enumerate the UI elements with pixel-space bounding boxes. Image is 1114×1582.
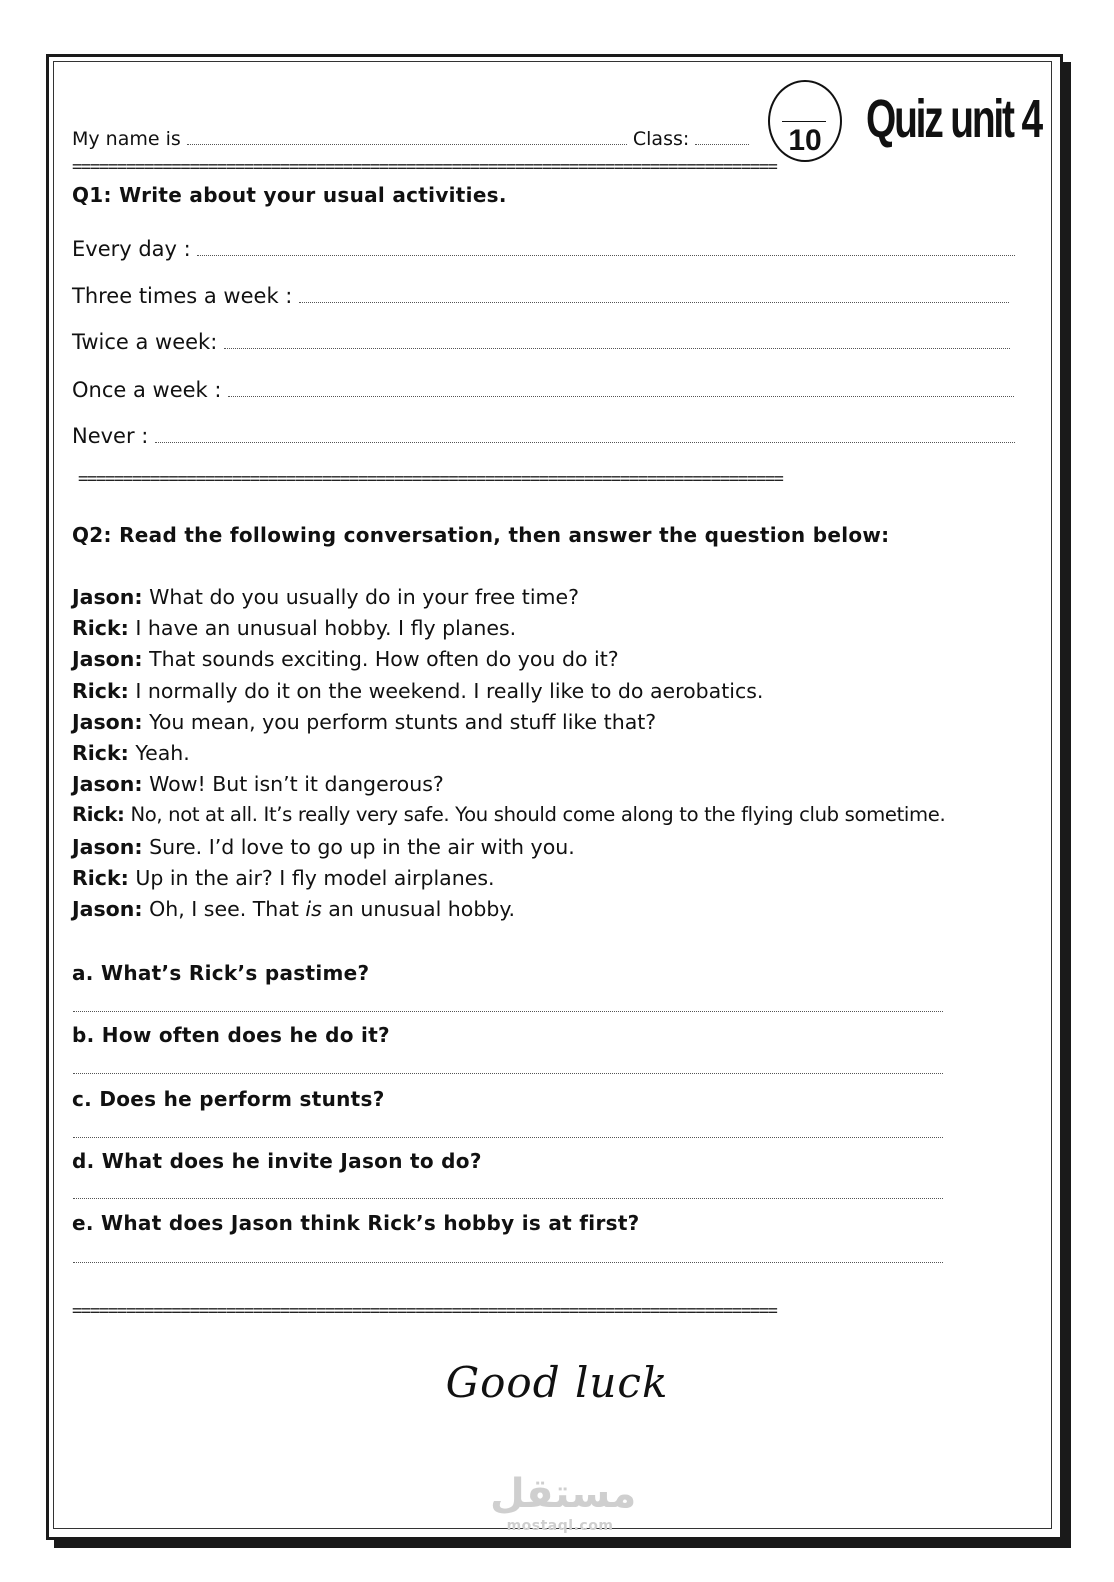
question-b: b. How often does he do it? <box>72 1023 390 1047</box>
q1-answer-field[interactable] <box>155 441 1015 443</box>
q1-answer-field[interactable] <box>299 301 1009 303</box>
answer-line-d[interactable] <box>73 1197 943 1199</box>
dialogue-text: I normally do it on the weekend. I really like to do aerobatics. <box>135 678 764 703</box>
q1-item-twice <box>72 330 1010 354</box>
q1-answer-field[interactable] <box>228 395 1014 397</box>
conversation-line <box>72 616 945 647</box>
dialogue-text: Oh, I see. That <box>149 896 306 921</box>
conversation-line <box>72 647 945 678</box>
speaker-name: Rick: <box>72 803 125 827</box>
q1-item-label: Once a week : <box>72 378 222 402</box>
speaker-name: Rick: <box>72 616 129 641</box>
speaker-name: Jason: <box>72 896 143 921</box>
dialogue-text: No, not at all. It’s really very safe. You should come along to the flying club sometime. <box>130 803 946 827</box>
closing-text: Good luck <box>445 1358 669 1407</box>
question-c: c. Does he perform stunts? <box>72 1087 385 1111</box>
name-label: My name is <box>72 128 181 150</box>
dialogue-text: Up in the air? I fly model airplanes. <box>135 865 495 890</box>
conversation-line <box>72 897 945 928</box>
speaker-name: Jason: <box>72 772 143 797</box>
name-field[interactable] <box>187 143 627 145</box>
conversation-line <box>72 710 945 741</box>
question-d: d. What does he invite Jason to do? <box>72 1149 482 1173</box>
watermark-arabic: مستقل <box>490 1471 637 1517</box>
speaker-name: Jason: <box>72 709 143 734</box>
answer-line-b[interactable] <box>73 1072 943 1074</box>
dialogue-text: What do you usually do in your free time? <box>149 585 579 609</box>
quiz-title: Quiz unit 4 <box>866 89 1041 149</box>
watermark-url: mostaql.com <box>506 1518 614 1534</box>
class-label: Class: <box>632 128 690 150</box>
q1-answer-field[interactable] <box>224 347 1010 349</box>
conversation <box>72 585 945 928</box>
q1-item-every-day <box>72 237 1015 261</box>
dialogue-text: That sounds exciting. How often do you do it? <box>149 647 619 672</box>
separator-top: ============================================================================== <box>72 158 777 176</box>
dialogue-text: an unusual hobby. <box>321 896 516 921</box>
q1-item-label: Twice a week: <box>72 330 218 354</box>
speaker-name: Jason: <box>72 585 143 609</box>
answer-line-c[interactable] <box>73 1136 943 1138</box>
q1-item-three-times <box>72 284 1009 308</box>
name-row <box>72 128 749 150</box>
speaker-name: Jason: <box>72 834 143 859</box>
score-fraction-line <box>782 121 826 122</box>
speaker-name: Rick: <box>72 740 129 765</box>
watermark-logo <box>490 1471 637 1534</box>
speaker-name: Rick: <box>72 865 129 890</box>
q1-item-label: Three times a week : <box>72 284 293 308</box>
separator-q1: ============================================================================== <box>78 470 783 488</box>
q1-item-never <box>72 424 1015 448</box>
dialogue-text: Sure. I’d love to go up in the air with you. <box>149 834 575 859</box>
conversation-line <box>72 803 945 834</box>
question-a: a. What’s Rick’s pastime? <box>72 961 370 985</box>
speaker-name: Rick: <box>72 678 129 703</box>
q1-title: Q1: Write about your usual activities. <box>72 183 507 207</box>
conversation-line <box>72 741 945 772</box>
score-total: 10 <box>788 124 822 157</box>
conversation-line <box>72 835 945 866</box>
dialogue-text: I have an unusual hobby. I fly planes. <box>135 616 517 641</box>
dialogue-text: You mean, you perform stunts and stuff like that? <box>149 709 657 734</box>
answer-line-a[interactable] <box>73 1010 943 1012</box>
separator-bottom: ============================================================================== <box>72 1302 777 1320</box>
dialogue-text: Wow! But isn’t it dangerous? <box>149 772 444 797</box>
q1-item-label: Every day : <box>72 237 191 261</box>
q1-item-label: Never : <box>72 424 149 448</box>
dialogue-emphasis: is <box>305 896 322 921</box>
conversation-line <box>72 585 945 616</box>
conversation-line <box>72 679 945 710</box>
conversation-line <box>72 772 945 803</box>
conversation-line <box>72 866 945 897</box>
class-field[interactable] <box>695 143 749 145</box>
q1-item-once <box>72 378 1014 402</box>
dialogue-text: Yeah. <box>135 740 190 765</box>
speaker-name: Jason: <box>72 647 143 672</box>
question-e: e. What does Jason think Rick’s hobby is at first? <box>72 1211 640 1235</box>
q1-answer-field[interactable] <box>197 254 1015 256</box>
answer-line-e[interactable] <box>73 1261 943 1263</box>
q2-title: Q2: Read the following conversation, then answer the question below: <box>72 523 890 547</box>
